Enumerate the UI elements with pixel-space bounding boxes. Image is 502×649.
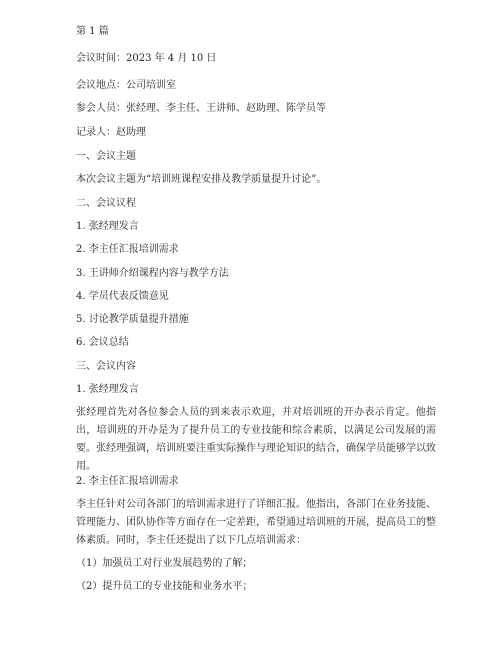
content-item-body: 李主任针对公司各部门的培训需求进行了详细汇报。他指出，各部门在业务技能、管理能力、团队协作等方面存在一定差距，希望通过培训班的开展，提高员工的整体素质。同时，李主任还提出了以下几点培训需求： — [76, 499, 436, 546]
agenda-item: 6. 会议总结 — [76, 337, 129, 348]
document-heading: 第 1 篇 — [76, 26, 109, 37]
recorder: 记录人：赵助理 — [76, 127, 146, 138]
meeting-place: 会议地点：公司培训室 — [76, 80, 176, 91]
agenda-item: 3. 王讲师介绍课程内容与教学方法 — [76, 268, 229, 279]
agenda-item: 1. 张经理发言 — [76, 221, 139, 232]
agenda-item: 5. 讨论教学质量提升措施 — [76, 314, 189, 325]
agenda-item: 4. 学员代表反馈意见 — [76, 291, 169, 302]
attendees: 参会人员：张经理、李主任、王讲师、赵助理、陈学员等 — [76, 103, 326, 114]
need-item: （1）加强员工对行业发展趋势的了解； — [76, 558, 253, 569]
section-body-theme: 本次会议主题为“培训班课程安排及教学质量提升讨论”。 — [76, 174, 327, 185]
content-item-title: 1. 张经理发言 — [76, 384, 139, 395]
content-item-title: 2. 李主任汇报培训需求 — [76, 476, 179, 487]
meeting-time: 会议时间：2023 年 4 月 10 日 — [76, 53, 217, 64]
section-title-theme: 一、会议主题 — [76, 151, 136, 162]
need-item: （2）提升员工的专业技能和业务水平； — [76, 581, 253, 592]
agenda-item: 2. 李主任汇报培训需求 — [76, 244, 179, 255]
content-item-body: 张经理首先对各位参会人员的到来表示欢迎，并对培训班的开办表示肯定。他指出，培训班的开办是为了提升员工的专业技能和综合素质，以满足公司发展的需要。张经理强调，培训班要注重实际操作与理论知识的结合，确保学员能够学以致用。 — [76, 407, 436, 472]
section-title-content: 三、会议内容 — [76, 361, 136, 372]
section-title-agenda: 二、会议议程 — [76, 198, 136, 209]
